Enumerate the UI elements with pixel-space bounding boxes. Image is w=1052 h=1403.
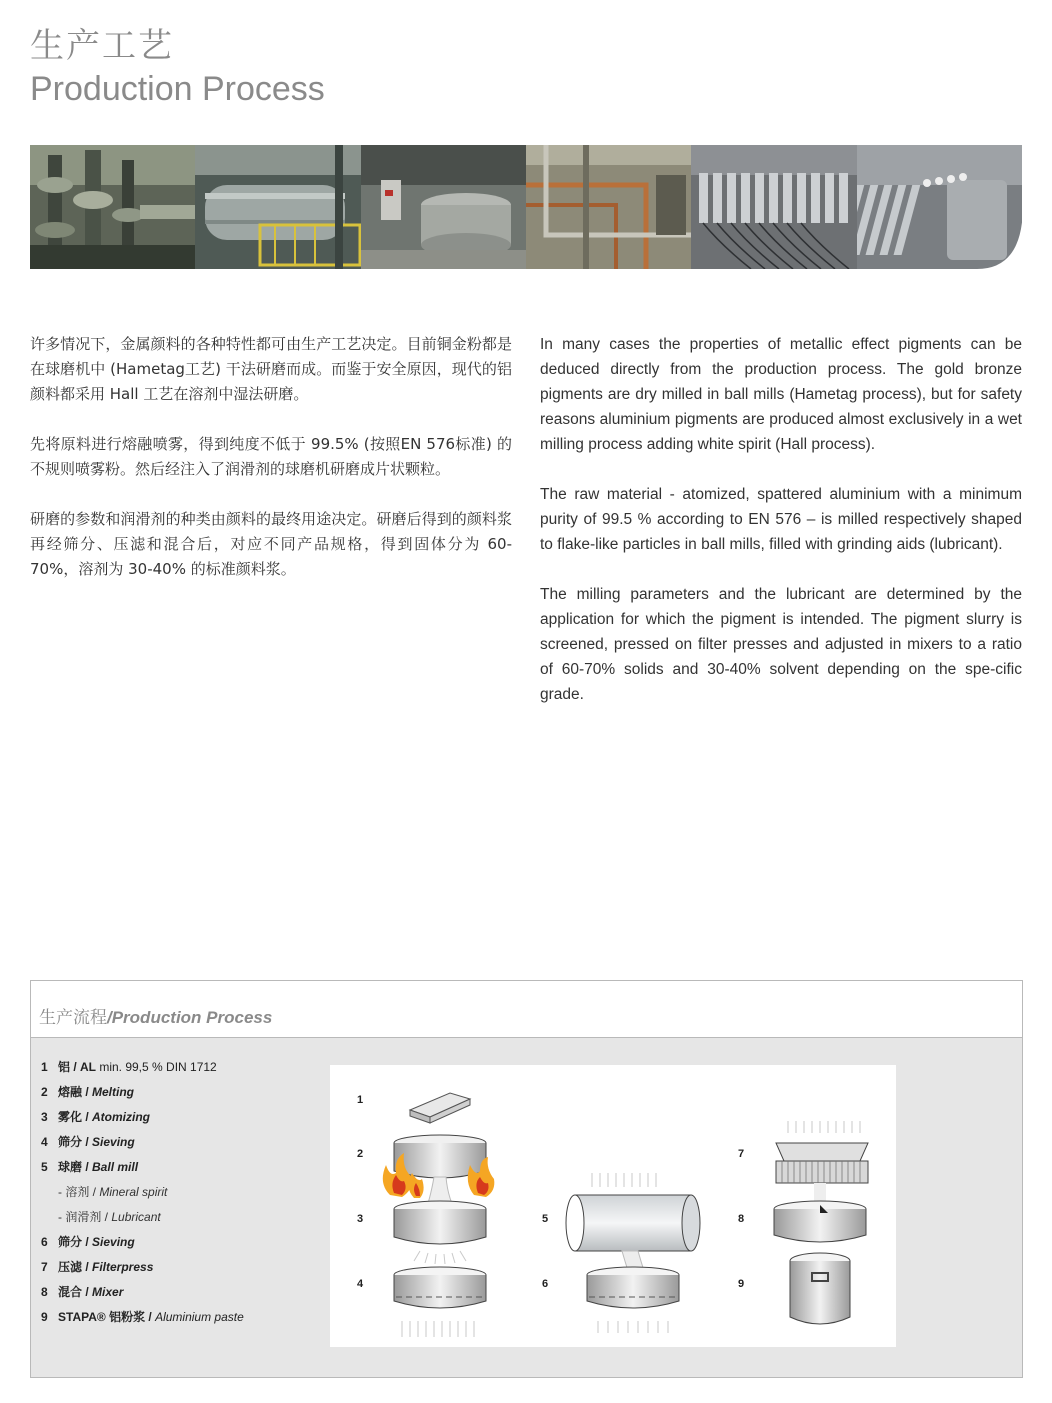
- diagram-label-3: 3: [357, 1213, 364, 1225]
- step-subitem: - 溶剂 / Mineral spirit: [58, 1185, 168, 1199]
- page-title-en: Production Process: [30, 70, 325, 108]
- filter-press-icon: [776, 1121, 868, 1201]
- sieve-icon: [394, 1267, 486, 1337]
- step-item: 4 筛分 / Sieving: [41, 1135, 135, 1149]
- process-box-title: [39, 1003, 272, 1028]
- diagram-label-2: 2: [357, 1148, 364, 1160]
- photo-valves: [30, 145, 195, 269]
- step-item: 3 雾化 / Atomizing: [41, 1110, 151, 1124]
- step-item: 1 铝 / AL min. 99,5 % DIN 1712: [41, 1060, 217, 1074]
- process-step-list: [41, 1055, 244, 1330]
- atomizing-ring-icon: [394, 1201, 486, 1264]
- cn-paragraph-3: 研磨的参数和润滑剂的种类由颜料的最终用途决定。研磨后得到的颜料浆再经筛分、压滤和混合后，对应不同产品规格，得到固体分为 60-70%，溶剂为 30-40% 的标准颜料浆。: [30, 510, 512, 578]
- step-item: 9 STAPA® 铝粉浆 / Aluminium paste: [41, 1310, 244, 1324]
- photo-vessel: [361, 145, 526, 269]
- diagram-label-6: 6: [542, 1278, 549, 1290]
- diagram-label-7: 7: [738, 1148, 745, 1160]
- process-box-header: [31, 981, 1022, 1038]
- ball-mill-icon: [566, 1173, 700, 1277]
- page-title-cn: 生产工艺: [30, 26, 174, 66]
- step-item: 5 球磨 / Ball mill: [41, 1160, 139, 1174]
- step-subitem: - 润滑剂 / Lubricant: [58, 1210, 161, 1224]
- photo-filter-press: [691, 145, 856, 269]
- process-diagram: [330, 1065, 896, 1347]
- cn-paragraph-2: 先将原料进行熔融喷雾，得到纯度不低于 99.5% (按照EN 576标准) 的不规则喷雾粉。然后经注入了润滑剂的球磨机研磨成片状颗粒。: [30, 435, 512, 478]
- cn-paragraph-1: 许多情况下，金属颜料的各种特性都可由生产工艺决定。目前铜金粉都是在球磨机中 (Hametag工艺) 干法研磨而成。而鉴于安全原因，现代的铝颜料都采用 Hall 工艺在溶剂中湿法研磨。: [30, 335, 512, 403]
- diagram-label-8: 8: [738, 1213, 745, 1225]
- ingot-icon: [410, 1093, 470, 1123]
- photo-filter-press-side: [857, 145, 1022, 269]
- photo-ball-mill: [195, 145, 360, 269]
- en-paragraph-2: The raw material - atomized, spattered aluminium with a minimum purity of 99.5 % according to EN 576 – is milled respectively shaped to flake-like particles in ball mills, filled with grinding aids (lubricant).: [540, 486, 1022, 553]
- photo-pipes: [526, 145, 691, 269]
- english-text-column: [540, 332, 1022, 732]
- diagram-label-1: 1: [357, 1094, 364, 1106]
- step-item: 8 混合 / Mixer: [41, 1285, 124, 1299]
- process-title-en: /Production Process: [107, 1008, 273, 1027]
- diagram-label-5: 5: [542, 1213, 549, 1225]
- paste-container-icon: [790, 1253, 850, 1324]
- process-box: [30, 980, 1023, 1378]
- step-item: 6 筛分 / Sieving: [41, 1235, 135, 1249]
- diagram-label-4: 4: [357, 1278, 364, 1290]
- en-paragraph-1: In many cases the properties of metallic effect pigments can be deduced directly from the production process. The gold bronze pigments are dry milled in ball mills (Hametag process), but for safety reasons aluminium pigments are produced almost exclusively in a wet milling process adding white spirit (Hall process).: [540, 336, 1022, 453]
- photo-strip: [30, 145, 1022, 269]
- process-title-cn: 生产流程: [39, 1008, 107, 1028]
- mixer-icon: [774, 1201, 866, 1242]
- step-item: 7 压滤 / Filterpress: [41, 1260, 154, 1274]
- chinese-text-column: [30, 332, 512, 607]
- en-paragraph-3: The milling parameters and the lubricant are determined by the application for which the pigment is intended. The pigment slurry is screened, pressed on filter presses and adjusted in mixers to a ratio of 60-70% solids and 30-40% solvent depending on the spe-cific grade.: [540, 586, 1022, 703]
- diagram-label-9: 9: [738, 1278, 745, 1290]
- step-item: 2 熔融 / Melting: [41, 1085, 135, 1099]
- sieve-icon: [587, 1267, 679, 1333]
